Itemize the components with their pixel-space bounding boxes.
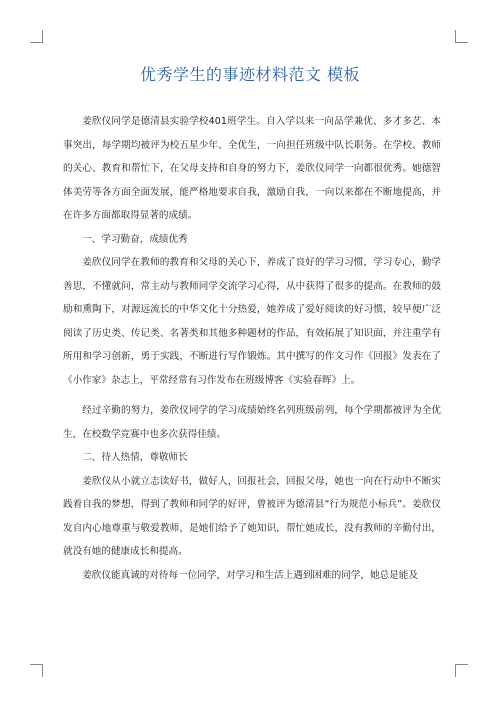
document-title: 优秀学生的事迹材料范文 模板 xyxy=(139,65,361,84)
paragraph-intro: 姜欣仪同学是德清县实验学校401班学生。自入学以来一向品学兼优、多才多艺、本事突出，每学期均被评为校五星少年、全优生，一向担任班级中队长职务。在学校、教师的关心、教育和帮忙下，在父母支持和自身的努力下，姜欣仪同学一向都很优秀。她德智体美劳等各方面全面发展，能严格地要求自我，激励自我，一向以来都在不断地提高，并在许多方面都取得显著的成绩。 xyxy=(63,116,441,221)
paragraph-results: 经过辛勤的努力，姜欣仪同学的学习成绩始终名列班级前列，每个学期都被评为全优生，在校数学竞赛中也多次获得佳绩。 xyxy=(63,405,441,440)
crop-mark-bottom-right xyxy=(455,664,468,677)
paragraph-classmates: 姜欣仪能真诚的对待每一位同学，对学习和生活上遇到困难的同学，她总是能及 xyxy=(82,569,418,581)
crop-mark-bottom-left xyxy=(30,664,43,677)
crop-mark-top-right xyxy=(455,30,468,43)
section-heading-respect: 二、待人热情，尊敬师长 xyxy=(82,452,188,463)
paragraph-respect: 姜欣仪从小就立志读好书，做好人，回报社会，回报父母，她也一向在行动中不断实践着自我的梦想，得到了教师和同学的好评，曾被评为德清县“行为规范小标兵”。姜欣仪发自内心地尊重与敬爱教师，是她们给予了她知识，帮忙她成长，没有教师的辛勤付出，就没有她的健康成长和提高。 xyxy=(63,475,441,557)
paragraph-study: 姜欣仪同学在教师的教育和父母的关心下，养成了良好的学习习惯，学习专心，勤学善思，不懂就问，常主动与教师同学交流学习心得，从中获得了很多的提高。在教师的鼓励和熏陶下，对源远流长的中华文化十分热爱，她养成了爱好阅读的好习惯，较早便广泛阅读了历史类、传记类、名著类和其他多种题材的作品，有效拓展了知识面，并注重学有所用和学习创新，勇于实践，不断进行写作锻炼。其中撰写的作文习作《回报》发表在了《小作家》杂志上，平常经常有习作发布在班级博客《实验春晖》上。 xyxy=(63,257,441,386)
crop-mark-top-left xyxy=(30,30,43,43)
section-heading-study: 一、学习勤奋，成绩优秀 xyxy=(82,233,188,245)
document-body xyxy=(63,110,441,587)
